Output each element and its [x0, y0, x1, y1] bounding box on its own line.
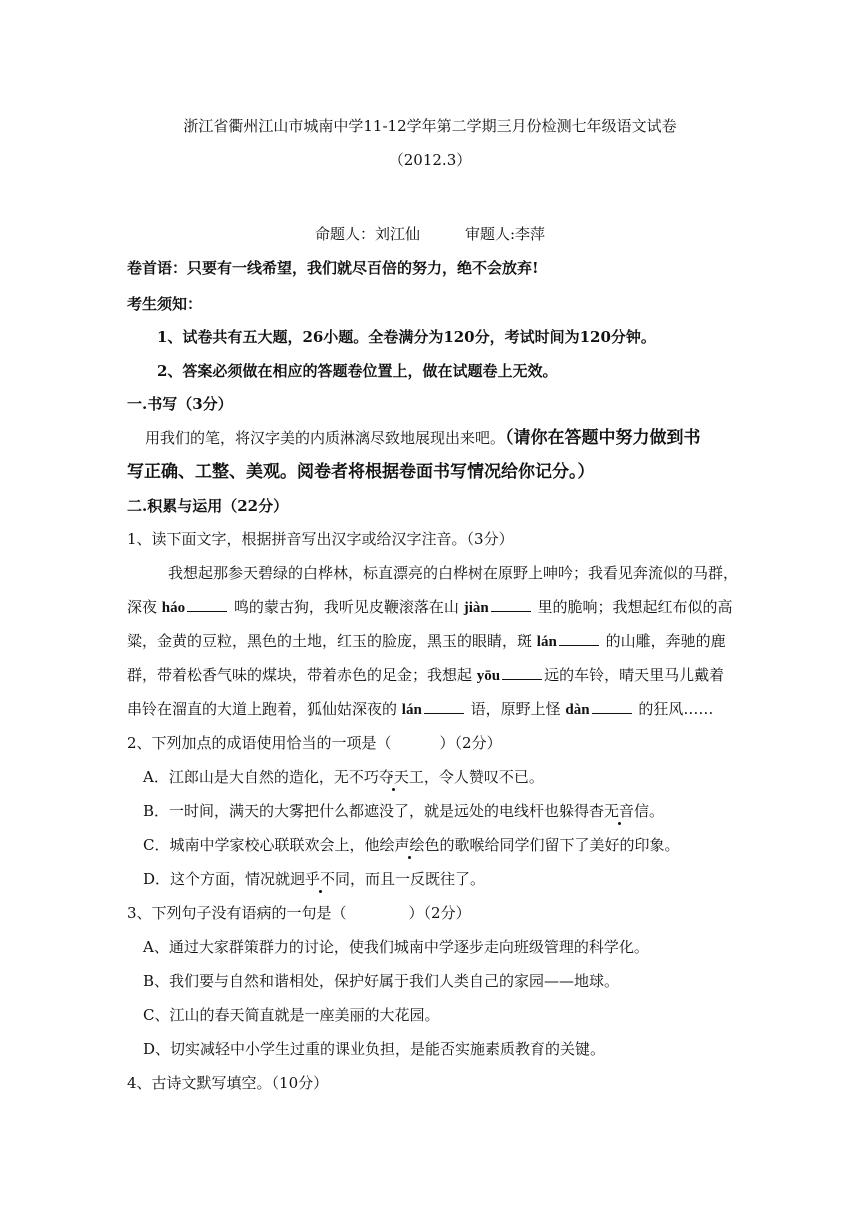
pinyin-lan: lán: [536, 634, 557, 650]
pinyin-jian: jiàn: [463, 600, 489, 616]
q3-option-a[interactable]: A、通过大家群策群力的讨论，使我们城南中学逐步走向班级管理的科学化。: [143, 938, 649, 956]
answer-blank[interactable]: [187, 597, 227, 612]
notice-item-1: 1、试卷共有五大题，26小题。全卷满分为120分，考试时间为120分钟。: [157, 328, 656, 346]
passage-text: 里的脆响；我想起红布似的高: [537, 598, 733, 616]
motto: 卷首语：只要有一线希望，我们就尽百倍的努力，绝不会放弃!: [127, 259, 539, 277]
dotted-idiom: 迥乎不同: [290, 870, 351, 888]
section1-line2: 写正确、工整、美观。阅卷者将根据卷面书写情况给你记分。）: [127, 462, 595, 482]
option-text: ，而且一反既往了。: [350, 870, 486, 888]
q1-passage-line4: [127, 665, 724, 686]
dotted-idiom: 巧夺天工: [363, 768, 424, 786]
option-text: 的歌喉给同学们留下了美好的印象。: [439, 836, 680, 854]
passage-text: 的山雕，奔驰的鹿: [605, 632, 726, 650]
pinyin-hao: háo: [161, 600, 186, 616]
q2-option-a[interactable]: [143, 767, 544, 787]
exam-date: （2012.3）: [388, 151, 472, 169]
exam-authors: 命题人：刘江仙 审题人:李萍: [314, 225, 546, 243]
answer-blank[interactable]: [491, 597, 531, 612]
q1-passage-line1: 我想起那参天碧绿的白桦林，标直漂亮的白桦树在原野上呻吟；我看见奔流似的马群，: [168, 564, 739, 582]
passage-text: 语，原野上怪: [470, 700, 561, 718]
q2-stem: [127, 733, 502, 753]
pinyin-you: yōu: [476, 668, 501, 684]
section1-instruction: （请你在答题中努力做到书: [505, 428, 701, 448]
answer-blank[interactable]: [592, 699, 632, 714]
q2-option-c[interactable]: [143, 835, 680, 855]
q3-stem: [127, 903, 471, 923]
q1-stem: 1、读下面文字，根据拼音写出汉字或给汉字注音。（3分）: [127, 530, 514, 548]
option-text: C．城南中学家校心联联欢会上，他: [143, 836, 380, 854]
section1-heading: 一.书写（3分）: [127, 395, 233, 413]
section2-heading: 二.积累与运用（22分）: [127, 497, 289, 515]
answer-blank[interactable]: [502, 665, 542, 680]
passage-text: 的狂风……: [638, 700, 714, 718]
section1-text: 用我们的笔，将汉字美的内质淋漓尽致地展现出来吧。: [145, 429, 506, 447]
answer-blank[interactable]: [424, 699, 464, 714]
q4-stem: 4、古诗文默写填空。（10分）: [127, 1074, 329, 1092]
option-text: B．一时间，满天的大雾把什么都遮没了，就是远处的电线杆也躲得: [143, 802, 590, 820]
passage-text: 群，带着松香气味的煤块，带着赤色的足金；我想起: [127, 666, 473, 684]
pinyin-dan: dàn: [565, 702, 590, 718]
exam-title: 浙江省衢州江山市城南中学11-12学年第二学期三月份检测七年级语文试卷: [183, 117, 677, 135]
dotted-idiom: 绘声绘色: [379, 836, 440, 854]
passage-text: 深夜: [127, 598, 158, 616]
passage-text: 鸣的蒙古狗，我听见皮鞭滚落在山: [233, 598, 459, 616]
passage-text: 串铃在溜直的大道上跑着，狐仙姑深夜的: [127, 700, 398, 718]
option-text: ，令人赞叹不已。: [423, 768, 544, 786]
q1-passage-line3: [127, 631, 726, 652]
q3-stem-score: ）（2分）: [408, 904, 471, 922]
answer-blank[interactable]: [559, 631, 599, 646]
dotted-idiom: 杳无音信: [589, 802, 650, 820]
option-text: A．江郎山是大自然的造化，无不: [143, 768, 364, 786]
option-text: D．这个方面，情况就: [143, 870, 291, 888]
q2-option-d[interactable]: [143, 869, 485, 889]
passage-text: 远的车铃，晴天里马儿戴着: [544, 666, 725, 684]
notice-heading: 考生须知：: [127, 295, 203, 313]
q3-option-c[interactable]: C、江山的春天简直就是一座美丽的大花园。: [143, 1006, 440, 1024]
pinyin-lan-2: lán: [401, 702, 422, 718]
q3-option-d[interactable]: D、切实减轻中小学生过重的课业负担，是能否实施素质教育的关键。: [143, 1040, 606, 1058]
q3-stem-text: 3、下列句子没有语病的一句是（: [127, 904, 347, 922]
option-text: 。: [649, 802, 665, 820]
q2-stem-score: ）（2分）: [439, 734, 502, 752]
section1-line1: [145, 428, 701, 448]
passage-text: 粱，金黄的豆粒，黑色的土地，红玉的脸庞，黑玉的眼睛，斑: [127, 632, 533, 650]
q2-option-b[interactable]: [143, 801, 664, 821]
q3-option-b[interactable]: B、我们要与自然和谐相处，保护好属于我们人类自己的家园——地球。: [143, 972, 620, 990]
q1-passage-line5: [127, 699, 713, 720]
notice-item-2: 2、答案必须做在相应的答题卷位置上，做在试题卷上无效。: [157, 362, 558, 380]
q1-passage-line2: [127, 597, 733, 618]
q2-stem-text: 2、下列加点的成语使用恰当的一项是（: [127, 734, 392, 752]
